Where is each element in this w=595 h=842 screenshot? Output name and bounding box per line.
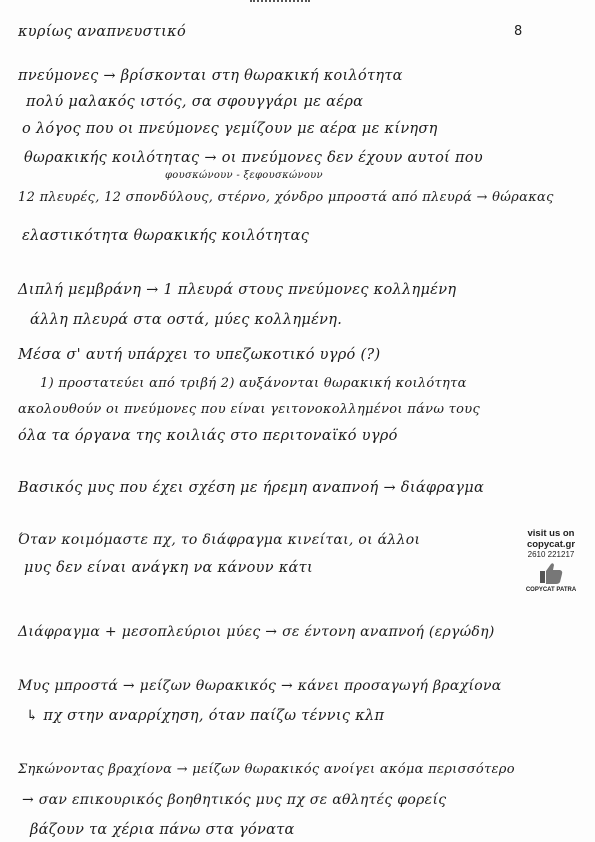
thumbs-up-icon (538, 561, 564, 585)
note-line: → σαν επικουρικός βοηθητικός μυς πχ σε αθλητές φορείς (22, 792, 447, 808)
note-line: Μυς μπροστά → μείζων θωρακικός → κάνει προσαγωγή βραχίονα (18, 678, 502, 694)
note-line: πνεύμονες → βρίσκονται στη θωρακική κοιλότητα (18, 68, 403, 84)
note-line: φουσκώνουν - ξεφουσκώνουν (165, 170, 323, 181)
ad-line-1: visit us on (527, 528, 575, 539)
note-line: Διάφραγμα + μεσοπλεύριοι μύες → σε έντονη αναπνοή (εργώδη) (18, 624, 495, 640)
ad-brand: COPYCAT PATRA (525, 587, 577, 593)
note-line: 12 πλευρές, 12 σπονδύλους, στέρνο, χόνδρο μπροστά από πλευρά → θώρακας (18, 190, 554, 205)
note-line: όλα τα όργανα της κοιλιάς στο περιτοναϊκό υγρό (18, 428, 398, 444)
note-line: Διπλή μεμβράνη → 1 πλευρά στους πνεύμονες κολλημένη (18, 282, 457, 298)
note-line: ακολουθούν οι πνεύμονες που είναι γειτονοκολλημένοι πάνω τους (18, 402, 481, 417)
note-line: βάζουν τα χέρια πάνω στα γόνατα (30, 822, 295, 838)
copycat-ad (516, 528, 586, 593)
note-line: κυρίως αναπνευστικό (18, 24, 186, 40)
note-line: Σηκώνοντας βραχίονα → μείζων θωρακικός ανοίγει ακόμα περισσότερο (18, 762, 515, 777)
scan-edge-mark (250, 0, 310, 2)
ad-line-3: 2610 221217 (527, 550, 575, 559)
note-line: Βασικός μυς που έχει σχέση με ήρεμη αναπνοή → διάφραγμα (18, 480, 485, 496)
note-line: ο λόγος που οι πνεύμονες γεμίζουν με αέρα με κίνηση (22, 121, 438, 137)
note-line: μυς δεν είναι ανάγκη να κάνουν κάτι (24, 560, 313, 576)
note-line: Μέσα σ' αυτή υπάρχει το υπεζωκοτικό υγρό (?) (18, 347, 381, 363)
note-line: άλλη πλευρά στα οστά, μύες κολλημένη. (30, 312, 343, 328)
note-line: 1) προστατεύει από τριβή 2) αυξάνονται θωρακική κοιλότητα (40, 376, 467, 391)
note-line: πολύ μαλακός ιστός, σα σφουγγάρι με αέρα (26, 94, 364, 110)
note-line: ελαστικότητα θωρακικής κοιλότητας (22, 228, 310, 244)
ad-line-2: copycat.gr (526, 539, 576, 550)
note-line: θωρακικής κοιλότητας → οι πνεύμονες δεν έχουν αυτοί που (24, 150, 483, 166)
page-number: 8 (514, 24, 523, 39)
note-line: Όταν κοιμόμαστε πχ, το διάφραγμα κινείται, οι άλλοι (18, 532, 421, 548)
note-line: ↳ πχ στην αναρρίχηση, όταν παίζω τέννις κλπ (26, 708, 385, 724)
